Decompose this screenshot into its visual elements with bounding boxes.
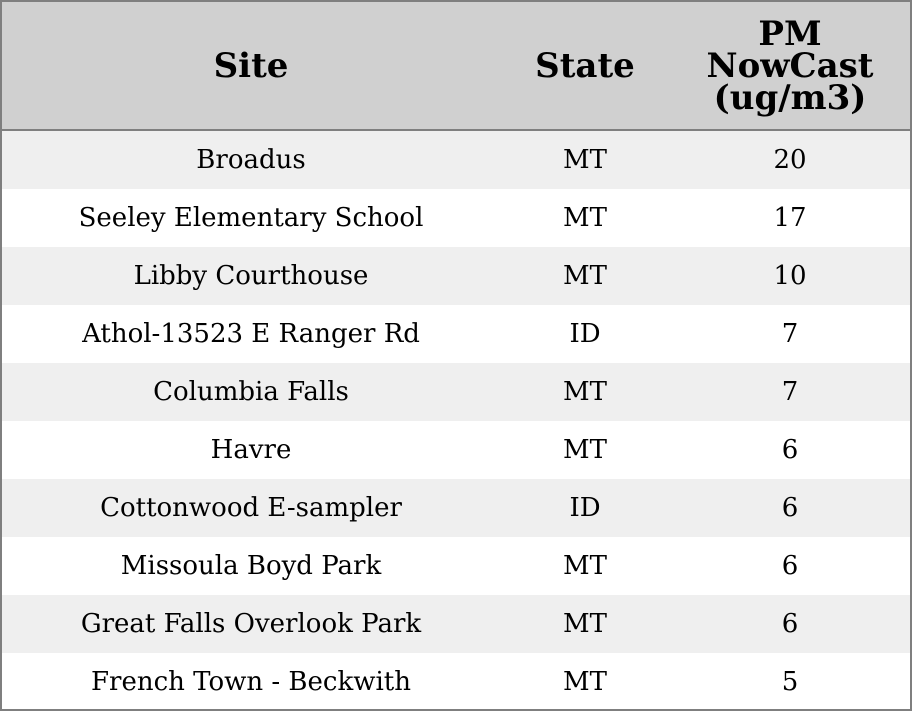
- cell-state: MT: [500, 653, 670, 711]
- cell-pm: 6: [670, 537, 910, 595]
- pm-nowcast-table: [2, 2, 910, 711]
- cell-pm: 10: [670, 247, 910, 305]
- table-row: [2, 363, 910, 421]
- table-row: [2, 537, 910, 595]
- table-row: [2, 305, 910, 363]
- cell-site: Havre: [2, 421, 500, 479]
- table-row: [2, 421, 910, 479]
- cell-pm: 6: [670, 421, 910, 479]
- cell-pm: 7: [670, 305, 910, 363]
- header-pm-nowcast: [670, 2, 910, 130]
- cell-pm: 6: [670, 595, 910, 653]
- cell-site: Athol-13523 E Ranger Rd: [2, 305, 500, 363]
- header-pm-line-1: PM: [758, 13, 822, 54]
- cell-state: MT: [500, 363, 670, 421]
- header-state: State: [500, 2, 670, 130]
- cell-pm: 6: [670, 479, 910, 537]
- cell-pm: 20: [670, 130, 910, 189]
- cell-site: Missoula Boyd Park: [2, 537, 500, 595]
- cell-state: MT: [500, 421, 670, 479]
- table-row: [2, 653, 910, 711]
- header-pm-line-2: NowCast: [706, 45, 874, 86]
- cell-state: MT: [500, 537, 670, 595]
- cell-pm: 5: [670, 653, 910, 711]
- cell-site: Seeley Elementary School: [2, 189, 500, 247]
- header-pm-line-3: (ug/m3): [713, 77, 867, 118]
- cell-state: MT: [500, 595, 670, 653]
- cell-state: MT: [500, 130, 670, 189]
- cell-site: Libby Courthouse: [2, 247, 500, 305]
- cell-site: Broadus: [2, 130, 500, 189]
- cell-site: Cottonwood E-sampler: [2, 479, 500, 537]
- cell-state: ID: [500, 479, 670, 537]
- cell-pm: 7: [670, 363, 910, 421]
- table-row: [2, 189, 910, 247]
- header-site: Site: [2, 2, 500, 130]
- cell-state: MT: [500, 247, 670, 305]
- table-row: [2, 479, 910, 537]
- table-row: [2, 130, 910, 189]
- cell-site: Columbia Falls: [2, 363, 500, 421]
- header-row: [2, 2, 910, 130]
- cell-pm: 17: [670, 189, 910, 247]
- cell-state: ID: [500, 305, 670, 363]
- cell-site: French Town - Beckwith: [2, 653, 500, 711]
- table-row: [2, 595, 910, 653]
- cell-site: Great Falls Overlook Park: [2, 595, 500, 653]
- cell-state: MT: [500, 189, 670, 247]
- table-row: [2, 247, 910, 305]
